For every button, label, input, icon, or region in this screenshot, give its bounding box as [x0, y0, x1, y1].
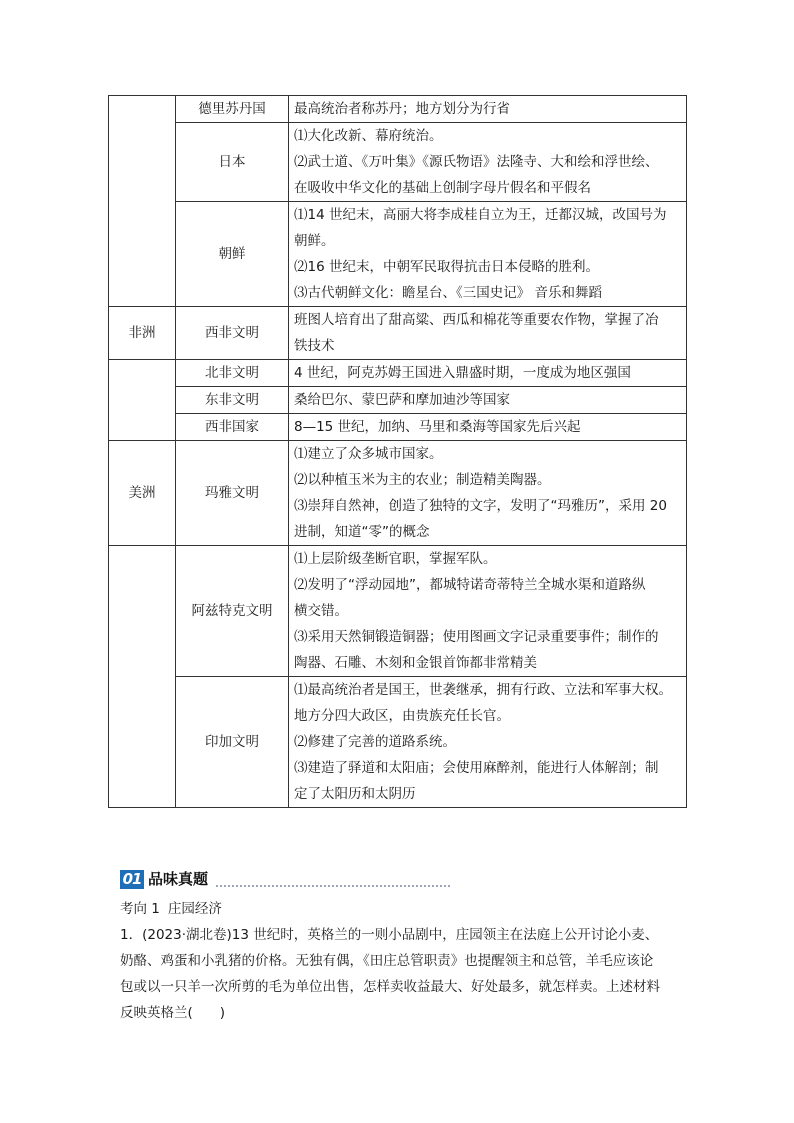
content-cell	[289, 360, 687, 387]
content-line: ⑵16 世纪末，中朝军民取得抗击日本侵略的胜利。	[294, 259, 599, 275]
content-line: 进制，知道“零”的概念	[294, 524, 430, 540]
table-row	[109, 414, 687, 441]
content-line: 在吸收中华文化的基础上创制字母片假名和平假名	[294, 180, 591, 196]
civilization-name: 阿兹特克文明	[176, 546, 289, 677]
content-line: 4 世纪，阿克苏姆王国进入鼎盛时期，一度成为地区强国	[294, 365, 631, 381]
civilization-name: 朝鲜	[176, 202, 289, 307]
content-line: ⑵武士道、《万叶集》《源氏物语》法隆寺、大和绘和浮世绘、	[294, 154, 659, 170]
question-text	[120, 922, 700, 1026]
content-cell	[289, 202, 687, 307]
content-line: 朝鲜。	[294, 233, 335, 249]
table-row	[109, 96, 687, 123]
content-line: ⑶古代朝鲜文化：瞻星台、《三国史记》 音乐和舞蹈	[294, 285, 603, 301]
table-row	[109, 677, 687, 808]
region-cell	[109, 96, 176, 307]
question-line: 奶酪、鸡蛋和小乳猪的价格。无独有偶，《田庄总管职责》也提醒领主和总管，羊毛应该论	[120, 953, 654, 969]
content-line: 8—15 世纪，加纳、马里和桑海等国家先后兴起	[294, 419, 581, 435]
content-cell	[289, 546, 687, 677]
content-line: ⑶采用天然铜锻造铜器；使用图画文字记录重要事件；制作的	[294, 629, 659, 645]
content-cell	[289, 307, 687, 360]
content-line: ⑴大化改新、幕府统治。	[294, 128, 443, 144]
table-row	[109, 307, 687, 360]
civilization-name: 西非文明	[176, 307, 289, 360]
section-number-badge: 01	[120, 870, 144, 889]
table-row	[109, 441, 687, 546]
topic-label: 考向 1	[120, 901, 160, 917]
content-line: 横交错。	[294, 603, 348, 619]
content-line: 班图人培育出了甜高粱、西瓜和棉花等重要农作物，掌握了冶	[294, 312, 659, 328]
civilization-name: 印加文明	[176, 677, 289, 808]
content-line: ⑵发明了“浮动园地”，都城特诺奇蒂特兰全城水渠和道路纵	[294, 577, 646, 593]
region-cell: 非洲	[109, 307, 176, 360]
section-divider	[216, 885, 450, 887]
civilization-name: 北非文明	[176, 360, 289, 387]
region-cell: 美洲	[109, 441, 176, 546]
section-title: 品味真题	[148, 870, 209, 888]
content-line: ⑶建造了驿道和太阳庙；会使用麻醉剂，能进行人体解剖；制	[294, 760, 659, 776]
content-line: 陶器、石雕、木刻和金银首饰都非常精美	[294, 655, 537, 671]
topic-name: 庄园经济	[167, 901, 222, 917]
content-line: ⑴最高统治者是国王，世袭继承，拥有行政、立法和军事大权。	[294, 682, 672, 698]
table-row	[109, 546, 687, 677]
content-cell	[289, 414, 687, 441]
content-cell	[289, 387, 687, 414]
region-cell	[109, 546, 176, 808]
content-line: ⑵以种植玉米为主的农业；制造精美陶器。	[294, 472, 551, 488]
content-line: ⑵修建了完善的道路系统。	[294, 734, 456, 750]
content-line: 桑给巴尔、蒙巴萨和摩加迪沙等国家	[294, 392, 510, 408]
section-heading	[120, 868, 450, 890]
table-row	[109, 360, 687, 387]
topic-line	[120, 899, 222, 919]
content-line: ⑴上层阶级垄断官职，掌握军队。	[294, 551, 497, 567]
civilization-name: 西非国家	[176, 414, 289, 441]
table-row	[109, 123, 687, 202]
region-cell	[109, 360, 176, 441]
content-line: ⑴建立了众多城市国家。	[294, 446, 443, 462]
content-cell	[289, 96, 687, 123]
question-line: 1．(2023·湖北卷)13 世纪时，英格兰的一则小品剧中，庄园领主在法庭上公开讨论小麦、	[120, 927, 659, 943]
question-line: 反映英格兰( )	[120, 1005, 226, 1021]
civilization-name: 玛雅文明	[176, 441, 289, 546]
content-line: ⑶崇拜自然神，创造了独特的文字，发明了“玛雅历”，采用 20	[294, 498, 667, 514]
content-cell	[289, 123, 687, 202]
question-line: 包或以一只羊一次所剪的毛为单位出售，怎样卖收益最大、好处最多，就怎样卖。上述材料	[120, 979, 660, 995]
table-row	[109, 387, 687, 414]
civilization-table	[108, 95, 687, 808]
civilization-name: 德里苏丹国	[176, 96, 289, 123]
table-row	[109, 202, 687, 307]
content-cell	[289, 677, 687, 808]
content-cell	[289, 441, 687, 546]
content-line: 定了太阳历和太阴历	[294, 786, 416, 802]
civilization-name: 东非文明	[176, 387, 289, 414]
content-line: 铁技术	[294, 338, 335, 354]
content-line: ⑴14 世纪末，高丽大将李成桂自立为王，迁都汉城，改国号为	[294, 207, 667, 223]
content-line: 地方分四大政区，由贵族充任长官。	[294, 708, 510, 724]
content-line: 最高统治者称苏丹；地方划分为行省	[294, 101, 510, 117]
civilization-name: 日本	[176, 123, 289, 202]
